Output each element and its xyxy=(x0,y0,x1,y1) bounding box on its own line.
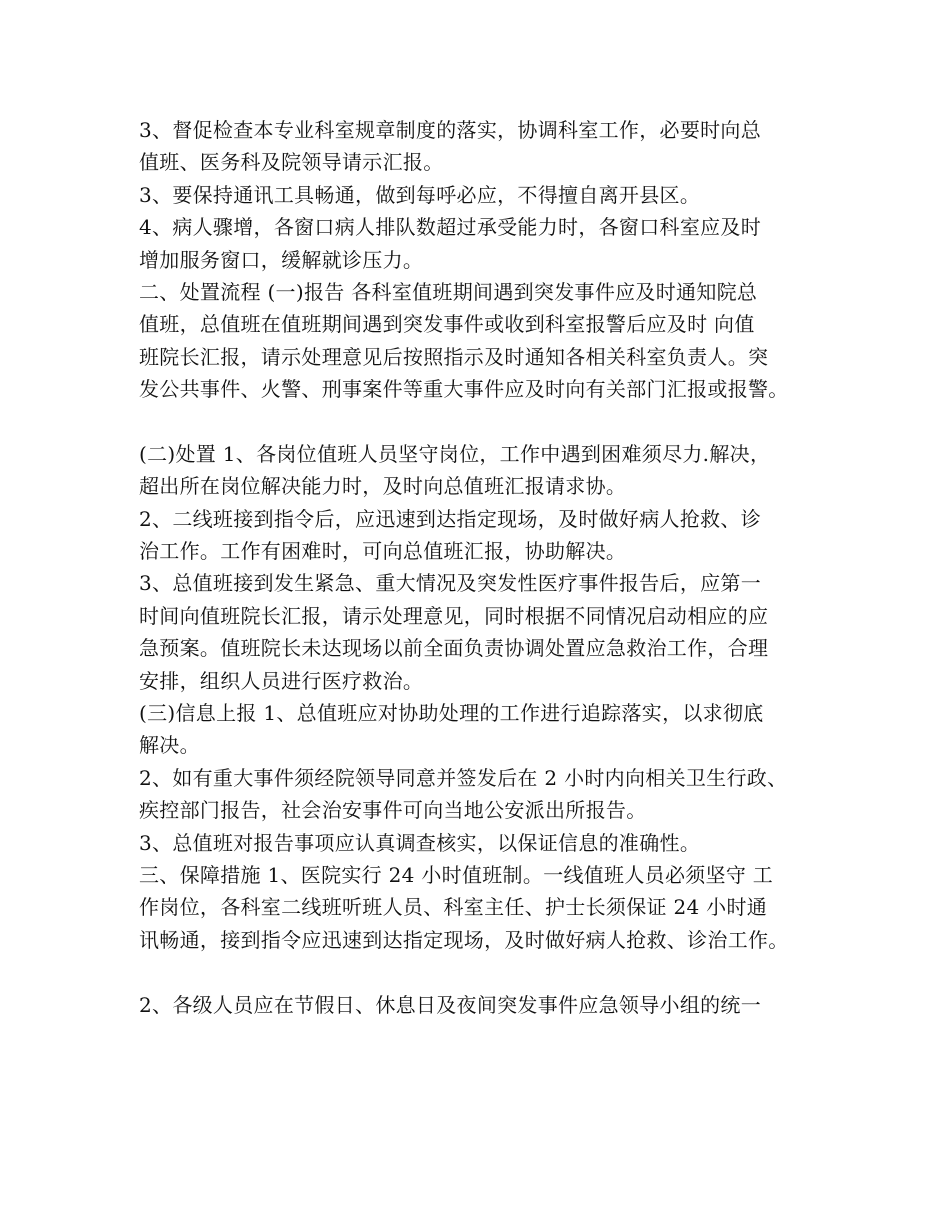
text-line: 2、二线班接到指令后，应迅速到达指定现场，及时做好病人抢救、诊 xyxy=(139,506,762,531)
text-line: 发公共事件、火警、刑事案件等重大事件应及时向有关部门汇报或报警。 xyxy=(139,377,789,402)
paragraph-gap xyxy=(139,406,839,438)
text-line: 讯畅通，接到指令应迅速到达指定现场，及时做好病人抢救、诊治工作。 xyxy=(139,927,789,952)
text-line: 二、处置流程 (一)报告 各科室值班期间遇到突发事件应及时通知院总 xyxy=(139,279,758,304)
text-line: 治工作。工作有困难时，可向总值班汇报，协助解决。 xyxy=(139,539,627,564)
text-line: 2、各级人员应在节假日、休息日及夜间突发事件应急领导小组的统一 xyxy=(139,992,762,1017)
text-line: 3、要保持通讯工具畅通，做到每呼必应，不得擅自离开县区。 xyxy=(139,182,701,207)
text-line: 2、如有重大事件须经院领导同意并签发后在 2 小时内向相关卫生行政、 xyxy=(139,765,788,790)
text-line: 值班，总值班在值班期间遇到突发事件或收到科室报警后应及时 向值 xyxy=(139,312,755,337)
text-line: 超出所在岗位解决能力时，及时向总值班汇报请求协。 xyxy=(139,474,627,499)
text-line: 安排，组织人员进行医疗救治。 xyxy=(139,668,424,693)
paragraph-gap xyxy=(139,956,839,988)
text-line: 3、总值班对报告事项应认真调查核实，以保证信息的准确性。 xyxy=(139,830,701,855)
text-line: (二)处置 1、各岗位值班人员坚守岗位，工作中遇到困难须尽力.解决， xyxy=(139,441,771,466)
text-line: 急预案。值班院长未达现场以前全面负责协调处置应急救治工作，合理 xyxy=(139,636,769,661)
document-body xyxy=(139,114,839,1021)
text-line: 4、病人骤增，各窗口病人排队数超过承受能力时，各窗口科室应及时 xyxy=(139,215,762,240)
text-line: 疾控部门报告，社会治安事件可向当地公安派出所报告。 xyxy=(139,798,647,823)
text-line: (三)信息上报 1、总值班应对协助处理的工作进行追踪落实，以求彻底 xyxy=(139,701,764,726)
text-line: 解决。 xyxy=(139,733,200,758)
text-line: 作岗位，各科室二线班听班人员、科室主任、护士长须保证 24 小时通 xyxy=(139,895,768,920)
text-line: 3、总值班接到发生紧急、重大情况及突发性医疗事件报告后，应第一 xyxy=(139,571,762,596)
text-line: 值班、医务科及院领导请示汇报。 xyxy=(139,150,444,175)
text-line: 三、保障措施 1、医院实行 24 小时值班制。一线值班人员必须坚守 工 xyxy=(139,862,774,887)
text-line: 3、督促检查本专业科室规章制度的落实，协调科室工作，必要时向总 xyxy=(139,118,762,142)
text-line: 班院长汇报，请示处理意见后按照指示及时通知各相关科室负责人。突 xyxy=(139,344,769,369)
text-line: 时间向值班院长汇报，请示处理意见，同时根据不同情况启动相应的应 xyxy=(139,603,769,628)
text-line: 增加服务窗口，缓解就诊压力。 xyxy=(139,247,424,272)
